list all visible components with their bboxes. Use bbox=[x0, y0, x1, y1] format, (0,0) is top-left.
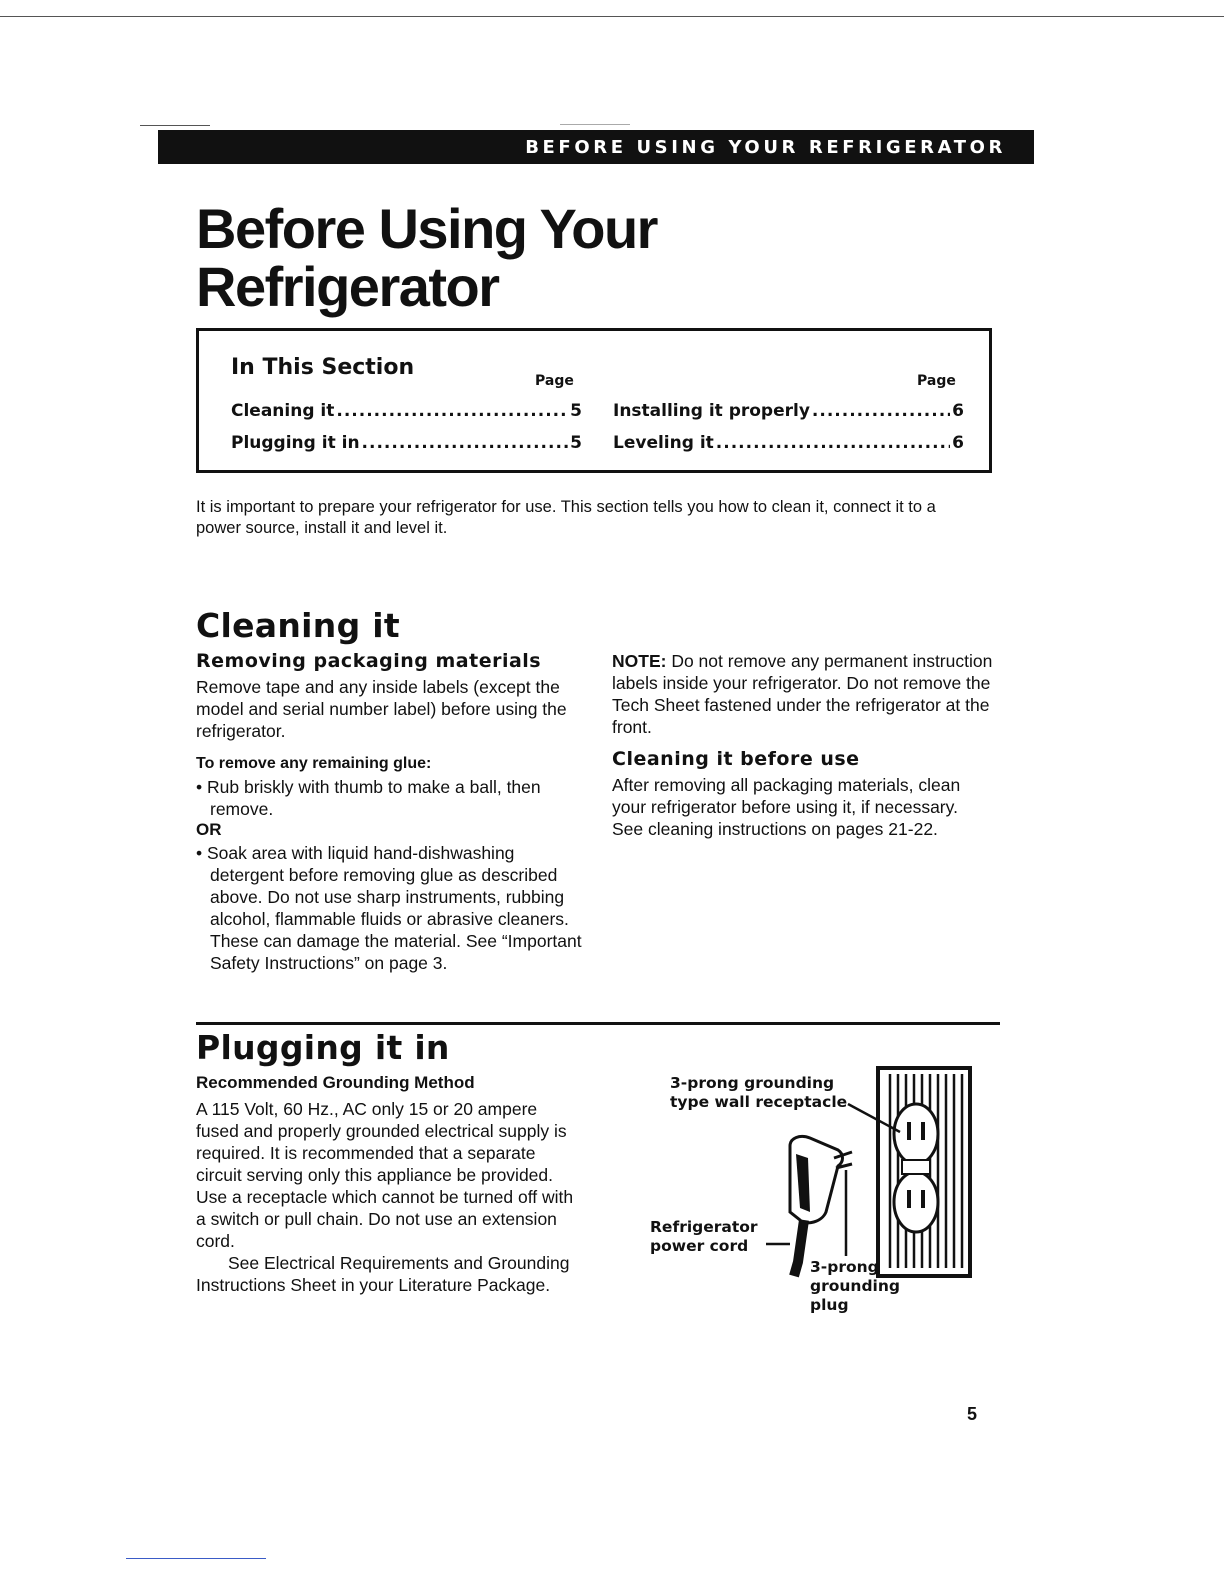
cleaning-heading: Cleaning it bbox=[196, 606, 400, 645]
toc-entry-page: 6 bbox=[952, 433, 964, 453]
note-paragraph bbox=[612, 650, 1002, 738]
toc-page-label-right: Page bbox=[917, 373, 956, 389]
toc-entry-label: Installing it properly bbox=[613, 401, 810, 421]
toc-entry-leveling[interactable] bbox=[613, 433, 964, 453]
toc-entry-installing[interactable] bbox=[613, 401, 964, 421]
receptacle-label-line2: type wall receptacle bbox=[670, 1093, 848, 1111]
toc-entry-label: Leveling it bbox=[613, 433, 714, 453]
section-contents-box bbox=[196, 328, 992, 473]
page-number: 5 bbox=[967, 1404, 978, 1424]
glue-bullet-2: • Soak area with liquid hand-dishwashing detergent before removing glue as described above. Do not use sharp instruments, rubbing alcohol, flammable fluids or abrasive cleaners. These can damage the material. See “Important Safety Instructions” on page 3. bbox=[196, 843, 582, 973]
grounding-method-heading: Recommended Grounding Method bbox=[196, 1073, 475, 1092]
outlet-lower bbox=[894, 1172, 938, 1232]
glue-heading: To remove any remaining glue: bbox=[196, 755, 432, 772]
glue-bullet-1-text: Rub briskly with thumb to make a ball, then remove. bbox=[207, 777, 541, 819]
toc-entry-page: 5 bbox=[570, 401, 582, 421]
plug-body bbox=[790, 1136, 843, 1222]
packaging-heading: Removing packaging materials bbox=[196, 650, 542, 672]
page-title-line2: Refrigerator bbox=[196, 255, 499, 318]
section-banner bbox=[158, 130, 1034, 164]
grounding-plug-illustration bbox=[640, 1062, 1000, 1332]
toc-entry-cleaning[interactable] bbox=[231, 401, 582, 421]
or-label: OR bbox=[196, 820, 222, 839]
bottom-link-rule bbox=[126, 1558, 266, 1559]
top-rule bbox=[0, 16, 1224, 17]
plate-screw-area bbox=[902, 1160, 930, 1174]
outlet-upper bbox=[894, 1104, 938, 1164]
cord-label-line1: Refrigerator bbox=[650, 1218, 758, 1236]
toc-leader bbox=[336, 401, 568, 421]
toc-leader bbox=[716, 433, 950, 453]
packaging-text: Remove tape and any inside labels (except the model and serial number label) before using the refrigerator. bbox=[196, 677, 567, 741]
page-title bbox=[196, 197, 657, 318]
header-underline-mid bbox=[560, 124, 630, 125]
note-text: Do not remove any permanent instruction labels inside your refrigerator. Do not remove the Tech Sheet fastened under the refrigerator at the front. bbox=[612, 651, 993, 737]
toc-page-label-left: Page bbox=[535, 373, 574, 389]
grounding-paragraph-1: A 115 Volt, 60 Hz., AC only 15 or 20 ampere fused and properly grounded electrical supply is required. It is recommended that a separate circuit serving only this appliance be provided. Use a receptacle which cannot be turned off with a switch or pull chain. Do not use an extension cord. bbox=[196, 1099, 574, 1251]
plug-label-line1: 3-prong bbox=[810, 1258, 879, 1276]
glue-bullet-2-text: Soak area with liquid hand-dishwashing detergent before removing glue as described above. Do not use sharp instruments, rubbing alcohol, flammable fluids or abrasive cleaners. These can damage the material. See “Important Safety Instructions” on page 3. bbox=[207, 843, 582, 973]
plug-label-line2: grounding bbox=[810, 1277, 900, 1295]
section-divider bbox=[196, 1022, 1000, 1025]
plug-label bbox=[810, 1258, 900, 1315]
receptacle-label-line1: 3-prong grounding bbox=[670, 1074, 835, 1092]
power-cord bbox=[794, 1220, 804, 1276]
grounding-paragraph-2: See Electrical Requirements and Grounding Instructions Sheet in your Literature Package. bbox=[196, 1253, 570, 1295]
cord-label bbox=[650, 1218, 758, 1256]
note-label: NOTE: bbox=[612, 651, 667, 671]
before-use-text: After removing all packaging materials, clean your refrigerator before using it, if necessary. See cleaning instructions on pages 21-22. bbox=[612, 775, 961, 839]
toc-leader bbox=[812, 401, 950, 421]
cord-label-line2: power cord bbox=[650, 1237, 749, 1255]
toc-entry-page: 5 bbox=[570, 433, 582, 453]
before-use-heading: Cleaning it before use bbox=[612, 748, 860, 770]
toc-entry-plugging[interactable] bbox=[231, 433, 582, 453]
receptacle-label bbox=[670, 1074, 847, 1112]
glue-bullet-1: • Rub briskly with thumb to make a ball, then remove. bbox=[196, 777, 541, 819]
toc-entry-label: Plugging it in bbox=[231, 433, 360, 453]
header-underline-left bbox=[140, 125, 210, 126]
toc-entry-label: Cleaning it bbox=[231, 401, 335, 421]
toc-heading: In This Section bbox=[231, 355, 415, 380]
toc-entry-page: 6 bbox=[952, 401, 964, 421]
page-title-line1: Before Using Your bbox=[196, 197, 657, 260]
intro-paragraph: It is important to prepare your refrigerator for use. This section tells you how to clean it, connect it to a power source, install it and level it. bbox=[196, 498, 936, 537]
section-banner-text: BEFORE USING YOUR REFRIGERATOR bbox=[525, 136, 1006, 158]
plugging-heading: Plugging it in bbox=[196, 1028, 450, 1067]
toc-leader bbox=[362, 433, 569, 453]
plug-label-line3: plug bbox=[810, 1296, 849, 1314]
